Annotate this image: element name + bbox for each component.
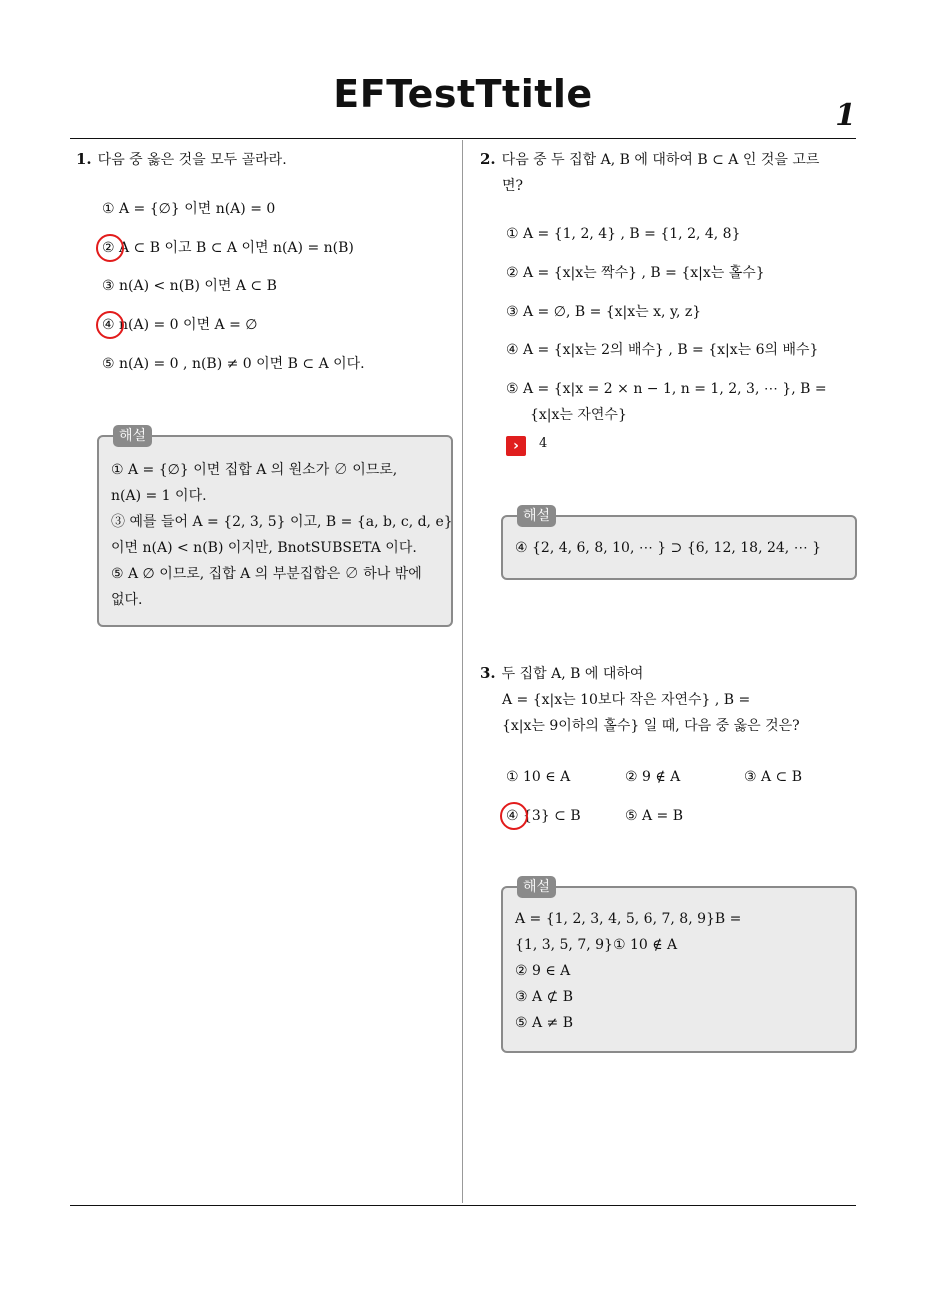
q3-stem <box>480 660 800 739</box>
q3-explain-line: {1, 3, 5, 7, 9}① 10 ∉ A <box>515 937 678 953</box>
q2-stem <box>480 146 819 199</box>
q3-option-1: ① 10 ∈ A <box>506 769 571 785</box>
q3-explain-line: ② 9 ∈ A <box>515 963 571 979</box>
q3-question-cont: A = {x|x는 10보다 작은 자연수} , B = <box>502 692 751 708</box>
top-rule <box>70 138 856 139</box>
q2-explanation-box <box>501 508 857 580</box>
q1-option-4: ④ n(A) = 0 이면 A = ∅ <box>102 317 258 333</box>
q2-explain-line: ④ {2, 4, 6, 8, 10, ⋯ } ⊃ {6, 12, 18, 24, ⋯ } <box>515 540 822 556</box>
page-number: 1 <box>835 98 856 133</box>
q1-explain-line: ① A = {∅} 이면 집합 A 의 원소가 ∅ 이므로, <box>111 462 398 478</box>
q3-option-3: ③ A ⊂ B <box>744 769 803 785</box>
q2-number: 2. <box>480 150 496 168</box>
q3-option-4: ④ {3} ⊂ B <box>506 808 581 824</box>
q1-stem <box>76 146 287 173</box>
q1-question: 다음 중 옳은 것을 모두 골라라. <box>97 152 287 168</box>
q1-number: 1. <box>76 150 92 168</box>
column-divider <box>462 140 463 1203</box>
q1-option-1: ① A = {∅} 이면 n(A) = 0 <box>102 201 276 217</box>
q1-option-5: ⑤ n(A) = 0 , n(B) ≠ 0 이면 B ⊂ A 이다. <box>102 356 365 372</box>
answer-mark-circle <box>96 311 124 339</box>
q1-option-3: ③ n(A) < n(B) 이면 A ⊂ B <box>102 278 277 294</box>
q1-explain-line: 이면 n(A) < n(B) 이지만, BnotSUBSETA 이다. <box>111 540 417 556</box>
q2-question-cont: 면? <box>502 178 524 194</box>
q3-option-5: ⑤ A = B <box>625 808 684 824</box>
q2-question: 다음 중 두 집합 A, B 에 대하여 B ⊂ A 인 것을 고르 <box>501 152 820 168</box>
q3-option-2: ② 9 ∉ A <box>625 769 681 785</box>
q2-option-3: ③ A = ∅, B = {x|x는 x, y, z} <box>506 304 702 320</box>
q3-explain-line: A = {1, 2, 3, 4, 5, 6, 7, 8, 9}B = <box>515 911 742 927</box>
q3-explain-line: ⑤ A ≠ B <box>515 1015 574 1031</box>
q1-explain-line: ③ 예를 들어 A = {2, 3, 5} 이고, B = {a, b, c, d, e} <box>111 514 453 530</box>
q3-explain-line: ③ A ⊄ B <box>515 989 574 1005</box>
page-title: EFTestTtitle <box>333 72 593 116</box>
answer-mark-circle <box>96 234 124 262</box>
q2-explain-tag: 해설 <box>517 505 556 527</box>
q1-explain-line: n(A) = 1 이다. <box>111 488 207 504</box>
q3-number: 3. <box>480 664 496 682</box>
q2-option-5: ⑤ A = {x|x = 2 × n − 1, n = 1, 2, 3, ⋯ }, B = <box>506 381 827 397</box>
q1-option-2: ② A ⊂ B 이고 B ⊂ A 이면 n(A) = n(B) <box>102 240 354 256</box>
q3-question-cont: {x|x는 9이하의 홀수} 일 때, 다음 중 옳은 것은? <box>502 718 800 734</box>
q2-option-4: ④ A = {x|x는 2의 배수} , B = {x|x는 6의 배수} <box>506 342 819 358</box>
q3-explanation-box <box>501 879 857 1053</box>
q1-explain-line: ⑤ A ∅ 이므로, 집합 A 의 부분집합은 ∅ 하나 밖에 <box>111 566 422 582</box>
q1-explain-line: 없다. <box>111 592 143 608</box>
q2-option-5-cont: {x|x는 자연수} <box>530 407 627 423</box>
answer-mark-circle <box>500 802 528 830</box>
bottom-rule <box>70 1205 856 1206</box>
q1-explanation-box <box>97 428 453 627</box>
answer-arrow-icon: › <box>506 436 526 456</box>
q3-question: 두 집합 A, B 에 대하여 <box>501 666 644 682</box>
q1-explain-tag: 해설 <box>113 425 152 447</box>
q2-option-1: ① A = {1, 2, 4} , B = {1, 2, 4, 8} <box>506 226 741 242</box>
q2-option-2: ② A = {x|x는 짝수} , B = {x|x는 홀수} <box>506 265 765 281</box>
q2-answer: 4 <box>539 436 548 451</box>
q3-explain-tag: 해설 <box>517 876 556 898</box>
